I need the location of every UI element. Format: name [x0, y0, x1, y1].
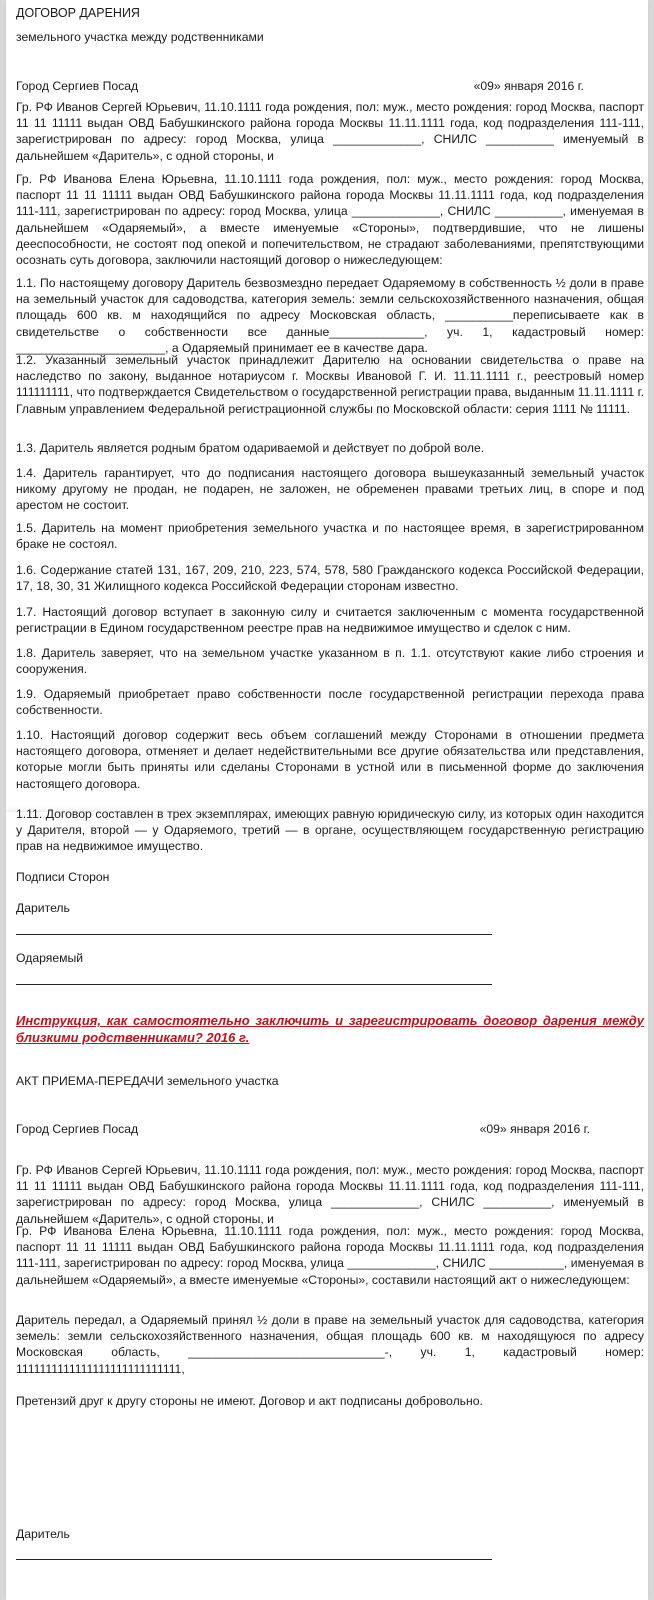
- act-transfer-text: Даритель передал, а Одаряемый принял ½ доли в праве на земельный участок для садоводства, категория земель: земли сельскохозяйственного назначения, общая площадь 600 кв. м находящуюся по адресу Московская область, _____________________________-, уч. 1, кадастровый номер: 1111111111111111111111111111,: [16, 1313, 644, 1376]
- clause-1-3: 1.3. Даритель является родным братом одариваемой и действует по доброй воле.: [16, 441, 485, 455]
- signer-donee-label: Одаряемый: [16, 951, 84, 965]
- instruction-link[interactable]: Инструкция, как самостоятельно заключить и зарегистрировать договор дарения между близкими родственниками? 2016 г.: [16, 1013, 644, 1045]
- contract-subtitle: земельного участка между родственниками: [16, 30, 264, 44]
- signer-donor-line-wrap: [16, 933, 644, 935]
- signatures-title: Подписи Сторон: [16, 870, 110, 884]
- act-signer-donor-line-wrap: [16, 1558, 644, 1560]
- clause-1-1: 1.1. По настоящему договору Даритель безвозмездно передает Одаряемому в собственность ½ доли в праве на земельный участок для садоводства, категория земель: земли сельскохозяйственного назначения, общая площадь 600 кв. м находящийся по адресу Московская область, __________переписываете как в свидетельстве о собственности все данные______________, уч. 1, кадастровый номер: ______________________, а Одаряемый принимает ее в качестве дара.: [16, 276, 644, 355]
- contract-continued-sheet: [6, 807, 648, 1600]
- act-title: АКТ ПРИЕМА-ПЕРЕДАЧИ земельного участка: [16, 1074, 279, 1088]
- clause-1-5: 1.5. Даритель на момент приобретения земельного участка и по настоящее время, в зарегистрированном браке не состоял.: [16, 521, 644, 552]
- act-signer-donor-label: Даритель: [16, 1527, 70, 1541]
- signature-line: [16, 933, 492, 935]
- signer-donor-label: Даритель: [16, 901, 70, 915]
- clause-1-6: 1.6. Содержание статей 131, 167, 209, 210, 223, 574, 578, 580 Гражданского кодекса Российской Федерации, 17, 18, 30, 31 Жилищного кодекса Российской Федерации сторонам известно.: [16, 563, 644, 594]
- clause-1-7: 1.7. Настоящий договор вступает в законную силу и считается заключенным с момента государственной регистрации в Едином государственном реестре прав на недвижимое имущество и сделок с ним.: [16, 605, 644, 636]
- clause-1-9: 1.9. Одаряемый приобретает право собственности после государственной регистрации перехода права собственности.: [16, 687, 644, 718]
- contract-party-donee: Гр. РФ Иванова Елена Юрьевна, 11.10.1111 года рождения, пол: муж., место рождения: город Москва, паспорт 11 11 11111 выдан ОВД Бабушкинского района города Москвы 11.11.1111 года, код подразделения 111-111, зарегистрирован по адресу: город Москва, улица _____________, СНИЛС __________, именуемая в дальнейшем «Одаряемый», а вместе именуемые «Стороны», подтвердившие, что не лишены дееспособности, не состоят под опекой и попечительством, не страдают заболеваниями, препятствующими осознать суть договора, заключили настоящий договор о нижеследующем:: [16, 172, 644, 268]
- act-date: «09» января 2016 г.: [479, 1122, 590, 1136]
- act-party-donor: Гр. РФ Иванов Сергей Юрьевич, 11.10.1111 года рождения, пол: муж., место рождения: город Москва, паспорт 11 11 11111 выдан ОВД Бабушкинского района города Москвы 11.11.1111 года, код подразделения 111-111, зарегистрирован по адресу: город Москва, улица _____________, СНИЛС __________, именуемый в дальнейшем «Даритель», с одной стороны, и: [16, 1163, 644, 1226]
- clause-1-2: 1.2. Указанный земельный участок принадлежит Дарителю на основании свидетельства о праве на наследство по закону, выданное нотариусом г. Москвы Ивановой Г. И. 11.11.1111 г., реестровый номер 111111111, что подтверждается Свидетельством о государственной регистрации права, выданным 11.11.1111 г. Главным управлением Федеральной регистрационной службы по Московской области: серия 1111 № 11111.: [16, 353, 644, 416]
- contract-date: «09» января 2016 г.: [473, 79, 584, 93]
- act-no-claims: Претензий друг к другу стороны не имеют. Договор и акт подписаны добровольно.: [16, 1394, 483, 1408]
- contract-sheet: [6, 0, 648, 812]
- signature-line: [16, 983, 492, 985]
- contract-party-donor: Гр. РФ Иванов Сергей Юрьевич, 11.10.1111 года рождения, пол: муж., место рождения: город Москва, паспорт 11 11 11111 выдан ОВД Бабушкинского района города Москвы 11.11.1111 года, код подразделения 111-111, зарегистрирован по адресу: город Москва, улица _____________, СНИЛС __________ именуемый в дальнейшем «Даритель», с одной стороны, и: [16, 100, 644, 163]
- contract-title: ДОГОВОР ДАРЕНИЯ: [16, 6, 140, 20]
- contract-place-date-row: [16, 78, 644, 94]
- act-city: Город Сергиев Посад: [16, 1122, 139, 1136]
- clause-1-8: 1.8. Даритель заверяет, что на земельном участке указанном в п. 1.1. отсутствуют какие либо строения и сооружения.: [16, 646, 644, 677]
- act-party-donee: Гр. РФ Иванова Елена Юрьевна, 11.10.1111 года рождения, пол: муж., место рождения: город Москва, паспорт 11 11 11111 выдан ОВД Бабушкинского района города Москвы 11.11.1111 года, код подразделения 111-111, зарегистрирован по адресу: город Москва, улица _____________, СНИЛС ___________, именуемая в дальнейшем «Одаряемый», а вместе именуемые «Стороны», составили настоящий акт о нижеследующем:: [16, 1224, 644, 1287]
- clause-1-10: 1.10. Настоящий договор содержит весь объем соглашений между Сторонами в отношении предмета настоящего договора, отменяет и делает недействительными все другие обязательства или представления, которые могли быть приняты или сделаны Сторонами в устной или в письменной форме до заключения настоящего договора.: [16, 728, 644, 791]
- contract-city: Город Сергиев Посад: [16, 79, 139, 93]
- act-place-date-row: [16, 1121, 644, 1137]
- signature-line: [16, 1558, 492, 1560]
- clause-1-11: 1.11. Договор составлен в трех экземплярах, имеющих равную юридическую силу, из которых один находится у Дарителя, второй — у Одаряемого, третий — в органе, осуществляющем государственную регистрацию прав на недвижимое имущество.: [16, 807, 644, 854]
- clause-1-4: 1.4. Даритель гарантирует, что до подписания настоящего договора вышеуказанный земельный участок никому другому не продан, не подарен, не заложен, не обременен правами третьих лиц, в споре и под арестом не состоит.: [16, 466, 644, 513]
- signer-donee-line-wrap: [16, 983, 644, 985]
